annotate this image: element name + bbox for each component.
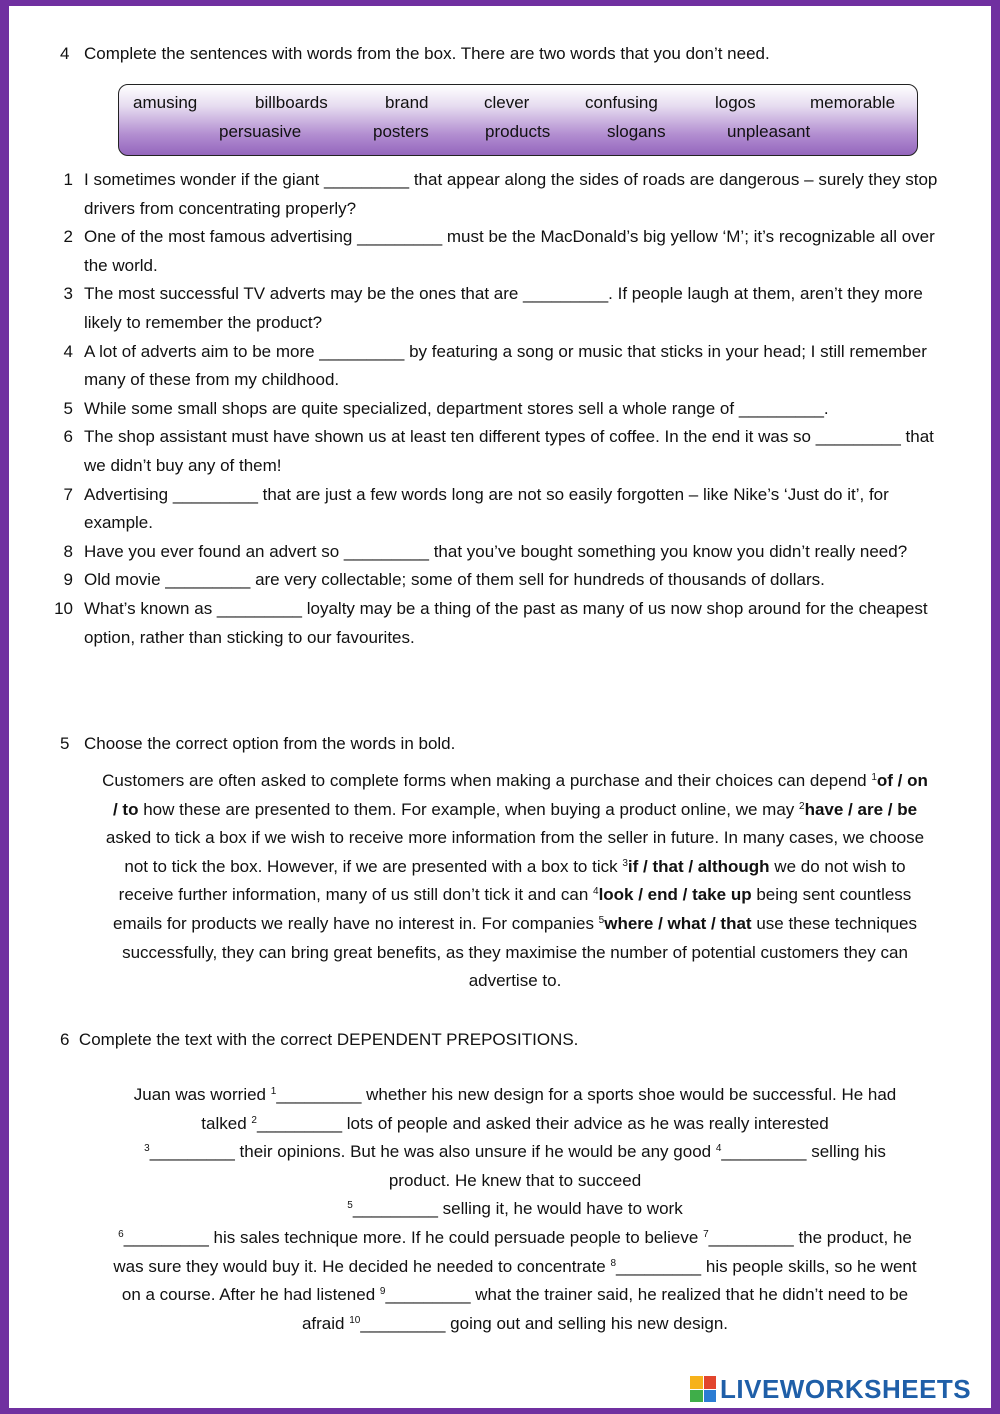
sentence-text: Old movie _________ are very collectable; some of them sell for hundreds of thousands of dollars. [84, 570, 825, 590]
word-item: posters [373, 122, 429, 141]
gap-number: 1 [871, 772, 877, 783]
ex4-instruction: Complete the sentences with words from the box. There are two words that you don’t need. [84, 44, 770, 63]
sentence-item [0, 566, 1000, 595]
sentence-item [0, 280, 1000, 337]
sentence-number: 6 [63, 427, 73, 447]
sentence-text: What’s known as _________ loyalty may be a thing of the past as many of us now shop around for the cheapest option, rather than sticking to our favourites. [84, 598, 928, 647]
answer-gap[interactable]: _________ going out and selling his new design. [360, 1313, 729, 1333]
bold-options[interactable]: if / that / although [627, 856, 770, 876]
ex5-number: 5 [60, 734, 70, 753]
text-line: product. He knew that to succeed [388, 1170, 642, 1190]
ex6-instruction: Complete the text with the correct DEPENDENT PREPOSITIONS. [78, 1030, 579, 1049]
word-box [118, 84, 918, 156]
answer-gap[interactable]: _________ his people skills, so he went [616, 1256, 917, 1276]
sentence-item [0, 595, 1000, 652]
sentence-number: 4 [63, 341, 73, 361]
sentence-text: While some small shops are quite specialized, department stores sell a whole range of _________. [84, 398, 829, 418]
ex4-heading [60, 44, 770, 64]
text-line: $^3$_________ their opinions. But he was also unsure if he would be any good $^4$_________ selling his [144, 1142, 886, 1162]
sentence-item [0, 481, 1000, 538]
ex6-heading [60, 1030, 578, 1050]
bold-options[interactable]: of / on / to [112, 771, 928, 819]
sentence-number: 9 [63, 570, 73, 590]
sentence-item [0, 395, 1000, 424]
sentence-number: 2 [63, 227, 73, 247]
word-item: unpleasant [727, 122, 811, 141]
word-item: memorable [810, 93, 896, 112]
ex6-paragraph [60, 1081, 970, 1338]
text-line: afraid $^{10}$_________ going out and selling his new design. [301, 1313, 729, 1333]
answer-gap[interactable]: _________ selling his [721, 1142, 886, 1162]
ex4-sentence-list [0, 166, 1000, 652]
ex5-instruction: Choose the correct option from the words in bold. [84, 734, 456, 753]
gap-number: 2 [799, 800, 805, 812]
text-line: $^6$_________ his sales technique more. If he could persuade people to believe $^7$_________ the product, he [118, 1227, 912, 1247]
liveworksheets-logo-icon [690, 1376, 716, 1402]
word-item: confusing [585, 93, 658, 112]
answer-gap[interactable]: _________ his sales technique more. If he could persuade people to believe [123, 1227, 704, 1247]
bold-options[interactable]: where / what / that [604, 913, 752, 933]
answer-gap[interactable]: _________ their opinions. But he was also unsure if he would be any good [149, 1142, 716, 1162]
word-item: clever [484, 93, 530, 112]
text-line: Juan was worried $^1$_________ whether his new design for a sports shoe would be successful. He had [133, 1085, 897, 1104]
answer-gap[interactable]: _________ lots of people and asked their advice as he was really interested [256, 1113, 829, 1133]
ex6-number: 6 [60, 1030, 70, 1049]
ex4-number: 4 [60, 44, 70, 63]
sentence-number: 3 [63, 284, 73, 304]
sentence-text: The shop assistant must have shown us at least ten different types of coffee. In the end it was so _________ that we didn’t buy any of them! [84, 427, 934, 475]
sentence-number: 10 [54, 598, 73, 618]
sentence-text: A lot of adverts aim to be more _________ by featuring a song or music that sticks in your head; I still remember many of these from my childhood. [84, 341, 927, 390]
text-line: on a course. After he had listened $^9$_________ what the trainer said, he realized that he didn’t need to be [121, 1285, 909, 1305]
sentence-item [0, 166, 1000, 223]
sentence-item [0, 538, 1000, 567]
word-item: billboards [255, 93, 328, 112]
ex5-heading [60, 734, 455, 754]
word-item: slogans [607, 122, 666, 141]
sentence-number: 7 [63, 484, 73, 504]
text-line: $^5$_________ selling it, he would have to work [347, 1199, 683, 1219]
gap-number: 5 [598, 914, 605, 926]
answer-gap[interactable]: _________ the product, he [708, 1227, 912, 1247]
sentence-text: Advertising _________ that are just a few words long are not so easily forgotten – like Nike’s ‘Just do it’, for example. [84, 484, 889, 533]
sentence-text: One of the most famous advertising _________ must be the MacDonald’s big yellow ‘M’; it’s recognizable all over the world. [84, 227, 935, 275]
word-item: brand [385, 93, 429, 112]
sentence-number: 1 [63, 170, 73, 189]
answer-gap[interactable]: _________ selling it, he would have to work [352, 1199, 683, 1219]
ex5-paragraph: Customers are often asked to complete forms when making a purchase and their choices can depend $^1$of / on / to how these are presented to them. For example, when buying a product online, we may $^2$have / are / be asked to tick a box if we wish to receive more information from the seller in future. In many cases, we choose not to tick the box. However, if we are presented with a box to tick $^3$if / that / although we do not wish to receive further information, many of us still don’t tick it and can $^4$look / end / take up being sent countless emails for products we really have no interest in. For companies $^5$where / what / that use these techniques successfully, they can bring great benefits, as they maximise the number of potential customers they can advertise to. [102, 771, 928, 991]
word-item: persuasive [219, 122, 302, 141]
sentence-number: 5 [63, 398, 73, 418]
text-line: was sure they would buy it. He decided he needed to concentrate $^8$_________ his people skills, so he went [113, 1256, 917, 1276]
sentence-number: 8 [63, 541, 73, 561]
sentence-item [0, 223, 1000, 280]
liveworksheets-logo[interactable] [690, 1370, 971, 1408]
answer-gap[interactable]: _________ what the trainer said, he realized that he didn’t need to be [385, 1285, 909, 1305]
word-item: products [485, 122, 551, 141]
word-item: logos [715, 93, 756, 112]
answer-gap[interactable]: _________ whether his new design for a sports shoe would be successful. He had [276, 1085, 897, 1104]
brand-name: LIVEWORKSHEETS [720, 1373, 972, 1404]
sentence-text: I sometimes wonder if the giant _________ that appear along the sides of roads are dangerous – surely they stop drivers from concentrating properly? [84, 170, 938, 218]
sentence-text: Have you ever found an advert so _________ that you’ve bought something you know you didn’t really need? [84, 541, 908, 561]
gap-number: 3 [622, 857, 628, 869]
text-line: talked $^2$_________ lots of people and asked their advice as he was really interested [201, 1113, 829, 1133]
sentence-item [0, 338, 1000, 395]
word-item: amusing [133, 93, 198, 112]
sentence-text: The most successful TV adverts may be the ones that are _________. If people laugh at them, aren’t they more likely to remember the product? [84, 284, 923, 332]
bold-options[interactable]: look / end / take up [598, 885, 752, 905]
bold-options[interactable]: have / are / be [804, 799, 918, 819]
gap-number: 4 [593, 886, 599, 898]
sentence-item [0, 423, 1000, 480]
